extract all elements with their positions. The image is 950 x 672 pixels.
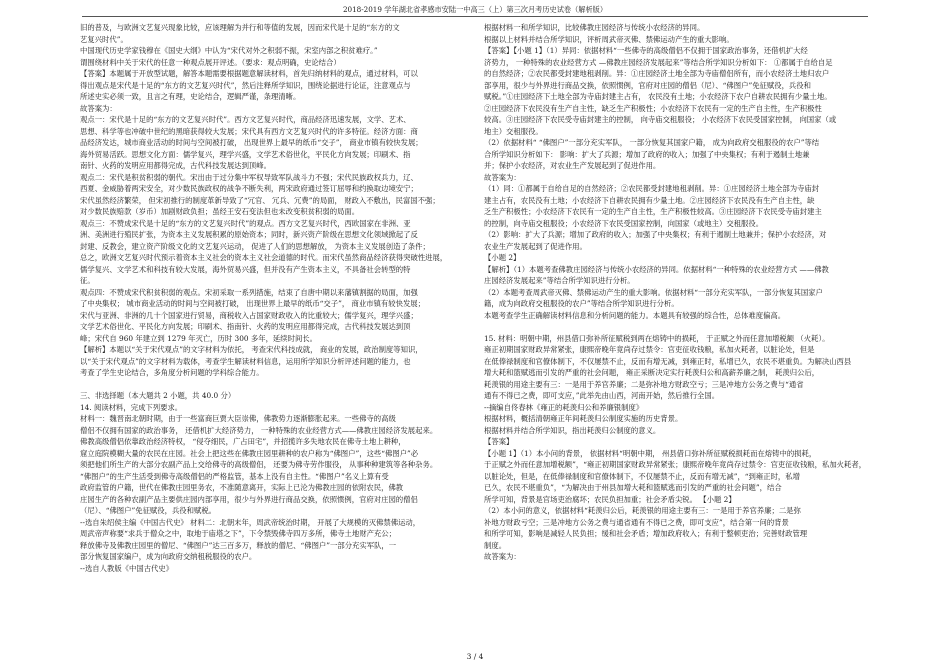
text-line: 僧侣不仅拥有国家的政治事务， 还借机扩大经济势力， 一种特殊的农业经营方式——佛教庄园经济发展起来。 — [80, 425, 438, 435]
text-line: 中国现代历史学家钱穆在《国史大纲》中认为“宋代对外之积弱不振，宋室内部之积贫难疗。” — [80, 46, 378, 55]
text-line: 籍，成为向政府交租服役的农户”等结合所学知识进行分析。 — [484, 299, 679, 308]
text-line: 文学艺术俗世化、平民化方向发展；印刷术、指南针、火药的发明应用都得完成，古代科技发展达到顶 — [80, 322, 411, 331]
text-line: 峰；宋代自 960 年建立到 1279 年灭亡，历时 300 多年，延续时间长。 — [80, 333, 317, 343]
text-line — [80, 379, 465, 391]
text-line: 【小题 2】 — [484, 253, 521, 262]
text-line: 对少数民族赔款（岁币）加剧财政负担；虽经王安石变法但也未改变积贫积弱的局面。 — [80, 207, 360, 216]
text-line: 合所学知识分析如下： 影响：扩大了兵源；增加了政府的收入；加强了中央集权；有利于遏制土地兼 — [484, 149, 810, 159]
text-line: 总之，欧洲文艺复兴时代预示着资本主义社会的资本主义社会道德的时代。而宋代虽然商品经济获得突破性进展， — [80, 253, 448, 262]
text-line: 于正赋之外而任意加增税额”，“雍正初期国家财政异常紧张；康熙帝晚年竟尚存过禁令：官吏征收钱粮，私加火耗者， — [484, 460, 867, 469]
text-line: 南针、火药的发明应用都得完成，古代科技发展达到顶峰。 — [80, 161, 271, 170]
text-line: 庄园经济发展起来”等结合所学知识进行分析。 — [484, 276, 635, 285]
text-line: 【答案】本题属于开放型试题，解答本题需要根据题意解读材料，首先归纳材料的观点，通过材料，可以 — [80, 69, 418, 78]
text-line: 耗羡银的用途主要有三：一是用于养官养廉；二是弥补地方财政空亏；三是冲地方公务之费与“通省 — [484, 379, 804, 389]
text-line: 15. 材料：明朝中期，州县借口弥补所征赋税到两在熔铸中的损耗， 于正赋之外而任意加增税额 （火耗）。 — [484, 333, 830, 343]
text-line: 【答案】 — [484, 437, 514, 446]
page-number: 3 / 4 — [466, 652, 484, 661]
text-line: 地主）交租服役。 — [484, 126, 543, 136]
text-line: 海外贸易活跃。思想文化方面：儒学复兴，理学兴盛，文学艺术俗世化，平民化方向发展；印刷术、指 — [80, 149, 411, 159]
text-line: 以“关于宋代观点”的文字材料为载体，考查学生解读材料信息，运用所学知识分析评述问题的能力，也 — [80, 356, 411, 366]
text-line: 旧的普及，与欧洲文艺复兴现象比较，应该理解为并行和等值的发展，因而宋代是十足的“东方的文 — [80, 23, 400, 32]
text-line: 根据材料一和所学知识，比较佛教庄园经济与传统小农经济的异同。 — [484, 23, 705, 32]
text-line: 补地方财政亏空；三是冲地方公务之费与通省通有不得已之费，即可支应”，结合第一问的背景 — [484, 517, 789, 527]
text-line: 雍正初期国家财政异常紧张，康熙帝晚年竟尚存过禁令：官吏征收钱粮，私加火耗者，以脏论处，但是 — [484, 345, 815, 354]
text-line: 洲、美洲进行殖民扩张，为资本主义发展积累的原始资本；同时，新兴资产阶级在思想文化领域掀起了反 — [80, 230, 418, 239]
text-line: 并；保护小农经济，对农业生产发展起到了促进作用。 — [484, 161, 661, 170]
text-line: （2）影响：扩大了兵源；增加了政府的收入；加强了中央集权；有利于遏制土地兼并；保护小农经济，对 — [484, 230, 827, 239]
text-line: 根据材料并结合所学知识，指出耗羡归公制度的意义。 — [484, 425, 661, 435]
text-line: 较高。③庄园经济下农民受寺庙封建主的控制， 向寺庙交租服役； 小农经济下农民受国家控制， 向国家（或 — [484, 115, 837, 124]
text-line: 根据以上材料并结合所学知识，评析周武帝灭佛、禁佛运动产生的重大影响。 — [484, 34, 734, 44]
text-line: 以脏论处，但是，在低俸禄制度和官僚体制下，不仅屡禁不止，反而有增无减”，“到雍正时，私增 — [484, 471, 800, 481]
text-line: 【小题 1】（1）本小问的背景， 依据材料“明朝中期， 州县借口弥补所征赋税损耗而在熔铸中的损耗， — [484, 448, 817, 458]
text-line: 得出观点是宋代是十足的“东方的文艺复兴时代”，然后注释所学知识，围绕论据进行论证，注意观点与 — [80, 80, 411, 90]
text-line: 【解析】（1）本题考查佛教庄园经济与传统小农经济的异同。依据材料“一种特殊的农业经营方式 ——佛教 — [484, 264, 829, 274]
text-line: 释放佛寺及佛教庄园里的僧尼、“佛图户”达三百多万，释放的僧尼、“佛图户”一部分充实军队，一 — [80, 540, 397, 550]
text-line: 品经济发达，城市商业活动的时间与空间被打破， 出现世界上最早的纸币“交子”， 商业市镇有较快发展； — [80, 138, 423, 147]
text-line — [484, 321, 869, 333]
text-line: 14. 阅读材料，完成下列要求。 — [80, 402, 183, 412]
text-line: 【解析】本题以“关于宋代观点”的文字材料为依托， 考查宋代科技成就， 商业的发展，政治制度等知识， — [80, 345, 423, 354]
text-line: 建主占有，农民没有土地；小农经济下自耕农民拥有少量土地。②庄园经济下农民没有生产自主性，缺 — [484, 195, 815, 205]
text-line: （2）依据材料“ “佛图户”一部分充实军队， 一部分恢复其国家户籍， 成为向政府交租服役的农户”等结 — [484, 138, 820, 147]
page-header: 2018-2019 学年湖北省孝感市安陆一中高三（上）第三次月考历史试卷（解析版） — [342, 5, 608, 14]
text-line: 三、非选择题（本大题共 2 小题，共 40.0 分） — [80, 391, 236, 400]
left-column — [80, 22, 465, 574]
text-line: 观点三：不赞成宋代是十足的“东方的文艺复兴时代”的观点。西方文艺复兴时代，西欧国家在非洲、亚 — [80, 218, 411, 228]
text-line: 了中央集权； 城市商业活动的时间与空间被打破， 出现世界上最早的纸币“交子”， 商业市镇有较快发展； — [80, 299, 425, 308]
text-line: 儒学复兴、文学艺术和科技有较大发展，海外贸易兴盛，但并没有产生资本主义，不具备社会转型的特 — [80, 264, 411, 274]
text-line: 部分恢复国家编户，成为向政府交纳租税服役的农户。 — [80, 552, 257, 561]
text-line: 赋税。”①庄园经济下土地全部为寺庙封建主占有， 农民没有土地；小农经济下农户自耕农民拥有少量土地。 — [484, 92, 832, 101]
text-line: 的控制，向寺庙交租服役；小农经济下农民受国家控制，向国家（或地主）交租服役。 — [484, 218, 764, 228]
text-line: 宋代与亚洲、非洲的几十个国家进行贸易，商税收入占国家财政收入的比重较大；儒学复兴，理学兴盛； — [80, 310, 418, 320]
text-line: 封建、反教会，建立资产阶级文化的文艺复兴运动， 促进了人们的思想解放， 为资本主义发展创造了条件； — [80, 241, 430, 251]
text-line: （尼）、“佛图户”免征赋役，兵役和赋税。 — [80, 506, 217, 515]
text-line: 考查了学生史论结合，多角度分析问题的学科综合能力。 — [80, 368, 264, 377]
header-divider — [82, 16, 868, 17]
text-line: 通有不得已之费，即可支应，”此举先由山西，河南开始，然后推行全国。 — [484, 391, 720, 400]
text-line: 谓围绕材料中关于宋代的任意一种观点展开评述。（要求：观点明确，史论结合） — [80, 57, 341, 67]
text-line: 艺复兴时代”。 — [80, 34, 128, 44]
text-line: 的自然经济；②农民都受封建地租剥削。异：①庄园经济土地全部为寺庙僧侣所有，而小农经济土地归农户 — [484, 69, 830, 78]
text-line: 周武帝声称要“求兵于僧众之中，取地于庙塔之下”，下令禁毁佛寺四万多所，佛寺土地财产充公； — [80, 529, 396, 538]
text-line: 须把他们所生产的大部分农副产品上交给佛寺的高级僧侣， 还要为佛寺劳作服役， 从事种种建筑等各种杂务。 — [80, 460, 438, 469]
text-line: 故答案为： — [80, 103, 117, 113]
text-line: 制度。 — [484, 540, 507, 550]
text-line: 本题考查学生正确解读材料信息和分析问题的能力。本题具有较强的综合性，总体难度偏高。 — [484, 310, 786, 320]
text-line: （1）同：①都属于自给自足的自然经济；②农民都受封建地租剥削。异：①庄园经济土地全部为寺庙封 — [484, 184, 820, 193]
text-line: --选自人教版《中国古代史》 — [80, 563, 174, 573]
text-line: 【答案】【小题 1】（1）异同：依据材料“一些佛寺的高级僧侣不仅拥于国家政治事务，还借机扩大经 — [484, 46, 808, 55]
text-line: --摘编自佟春林《雍正的耗羡归公和养廉银制度》 — [484, 402, 644, 412]
text-line: 故答案为： — [484, 552, 521, 561]
text-line: （2）本小问的意义，依据材料“耗羡归公后，耗羡银的用途主要有三：一是用于养官养廉；二是弥 — [484, 506, 801, 515]
text-line: 思想、科学等也冲破中世纪的黑暗获得较大发展；宋代具有西方文艺复兴时代的许多特征。经济方面：商 — [80, 126, 418, 136]
right-column — [484, 22, 869, 563]
text-line: 西夏、金威胁着两宋安全，对少数民族政权的战争不断失利，两宋政府通过签订屈辱和约换取边境安宁； — [80, 184, 418, 193]
text-line: 部享用，很少与外界进行商品交换，依照惯例，官府对庄园的僧侣（尼）、“佛图户”免征赋役，兵役和 — [484, 80, 811, 90]
text-line: 在低俸禄制度和官僚体制下，不仅屡禁不止，反而有增无减，到雍正时，私增已久，农民不堪重负。为解决山西县 — [484, 356, 852, 366]
text-line: 观点四：不赞成宋代积贫积弱的观点。宋初采取一系列措施，结束了自唐中期以来藩镇割据的局面，加强 — [80, 287, 418, 297]
text-line: 观点一：宋代是十足的“东方的文艺复兴时代”。西方文艺复兴时代，商品经济迅速发展，文学、艺术、 — [80, 115, 411, 124]
text-line: 乏生产积极性；小农经济下农民有一定的生产自主性，生产积极性较高。③庄园经济下农民受寺庙封建主 — [484, 207, 822, 216]
text-line: 和所学可知，影响是减轻人民负担；缓和社会矛盾；增加政府收入；有利于整顿吏治；完善财政管理 — [484, 529, 808, 538]
text-line: ②庄园经济下农民没有生产自主性，缺乏生产积极性；小农经济下农民有一定的生产自主性，生产积极性 — [484, 103, 822, 113]
text-line: 增大耗和篮赋逃而引发的严重的社会问题， 雍正采断决定实行耗羡归公和高薪养廉之制， 耗羡归公后， — [484, 368, 820, 377]
text-line: 农业生产发展起到了促进作用。 — [484, 241, 587, 251]
text-line: 所学可知，背景是官场吏治腐坏；农民负担加重；社会矛盾尖锐。 【小题 2】 — [484, 494, 736, 504]
text-line: 征。 — [80, 276, 95, 285]
text-line: 济势力， 一种特殊的农业经营方式 —佛教庄园经济发展起来”等结合所学知识分析如下： ①都属于自给自足 — [484, 57, 833, 67]
text-line: --选自朱绍侯主编《中国古代史》 材料二：北朝末年，周武帝统治时期， 开展了大规模的灭佛禁佛运动， — [80, 517, 421, 527]
text-line: 根据材料，概括清朝雍正年间耗羡归公制度实施的历史背景。 — [484, 414, 683, 423]
text-line: 材料一：魏晋南北朝时期，由于一些富商巨贾大臣崇佛，佛教势力逐渐膨胀起来。一些佛寺的高级 — [80, 414, 396, 423]
text-line: 观点二：宋代是积贫积弱的朝代。宋出由于过分集中军权导致军队战斗力不强；宋代民族政权兵力，辽、 — [80, 172, 418, 182]
text-line: “佛图户”的生产生活受到佛寺高级僧侣的严格监管，基本上没有自主性。“佛图户”名义上算有受 — [80, 471, 389, 481]
text-line: 窟立庭院模糊大量的农民在庄园。社会上把这些在佛教庄园里耕种的农户称为“佛图户”，这些“佛图户”必 — [80, 448, 419, 458]
text-line: （2）本题考查周武帝灭佛、禁佛运动产生的重大影响。依据材料“一部分充实军队，一部分恢复其国家户 — [484, 287, 823, 297]
text-line: 庄园生产的各种农副产品主要供庄园内部享用，很少与外界进行商品交换，依照惯例，官府对庄园的僧侣 — [80, 494, 418, 504]
text-line: 佛教高级僧侣依靠政治经济特权， “侵夺细民，广占田宅”，并招揽许多失地农民在佛寺土地上耕种， — [80, 437, 406, 446]
text-line: 已久，农民不堪重负”，“为解决由于州县加增大耗和篮赋逃而引发的严重的社会问题”，结合 — [484, 483, 782, 492]
text-line: 故答案为： — [484, 172, 521, 182]
text-line: 政府监管的户籍，世代在佛教庄园里务农，不准随意离开，实际上已沦为佛教庄园的依附农民，佛教 — [80, 483, 404, 492]
text-line: 宋代虽然经济繁荣， 但宋初推行的制度革新导致了“冗官、 冗兵、冗费”的局面， 财政入不敷出，民富国不强； — [80, 195, 440, 205]
text-line: 所述史实必须一致，且言之有理，史论结合，逻辑严谨，条理清晰。 — [80, 92, 301, 101]
